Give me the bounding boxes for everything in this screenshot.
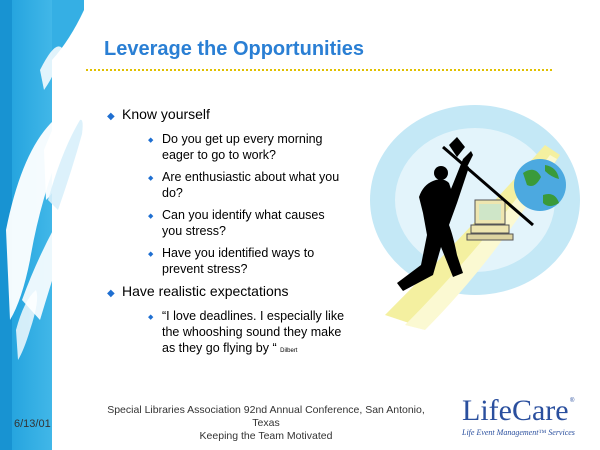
bullet-list: [100, 106, 360, 365]
bullet-text: Know yourself: [122, 106, 210, 122]
logo-wordmark: LifeCare: [462, 394, 569, 427]
sub-bullet-quote: [148, 308, 352, 359]
sub-bullet-get-up: [148, 131, 348, 163]
footer: [96, 404, 436, 443]
sub-bullet-text: Can you identify what causes you stress?: [162, 208, 325, 238]
title-divider: [86, 69, 552, 71]
sub-bullet-enthusiastic: [148, 169, 348, 201]
diamond-bullet-icon: ◆: [148, 314, 154, 321]
diamond-bullet-icon: ◆: [148, 213, 154, 220]
sub-bullet-prevent-stress: [148, 245, 348, 277]
diamond-bullet-icon: ◆: [107, 288, 115, 299]
diamond-bullet-icon: ◆: [148, 137, 154, 144]
sub-bullet-text: Have you identified ways to prevent stress?: [162, 246, 315, 276]
climber-with-computer-globe-icon: [345, 85, 585, 330]
quote-source: Dilbert: [280, 348, 298, 354]
slide-title: Leverage the Opportunities: [104, 38, 365, 60]
quote-text: “I love deadlines. I especially like the whooshing sound they make as they go flying by “: [162, 309, 345, 355]
footer-line-1: Special Libraries Association 92nd Annual Conference, San Antonio, Texas: [107, 404, 425, 429]
lifecare-logo: [462, 394, 582, 440]
diamond-bullet-icon: ◆: [148, 251, 154, 258]
sub-bullet-identify-stress: [148, 207, 348, 239]
bullet-text: Have realistic expectations: [122, 283, 289, 299]
logo-tagline: Life Event Management™ Services: [462, 428, 575, 437]
bullet-know-yourself: [100, 106, 360, 123]
sub-bullet-text: Do you get up every morning eager to go to work?: [162, 132, 323, 162]
diamond-bullet-icon: ◆: [148, 175, 154, 182]
slide-date: 6/13/01: [14, 418, 51, 430]
sub-bullet-text: Are enthusiastic about what you do?: [162, 170, 340, 200]
bullet-realistic-expectations: [100, 283, 360, 300]
footer-line-2: Keeping the Team Motivated: [199, 430, 333, 442]
diamond-bullet-icon: ◆: [107, 111, 115, 122]
logo-trademark: ®: [570, 398, 575, 404]
